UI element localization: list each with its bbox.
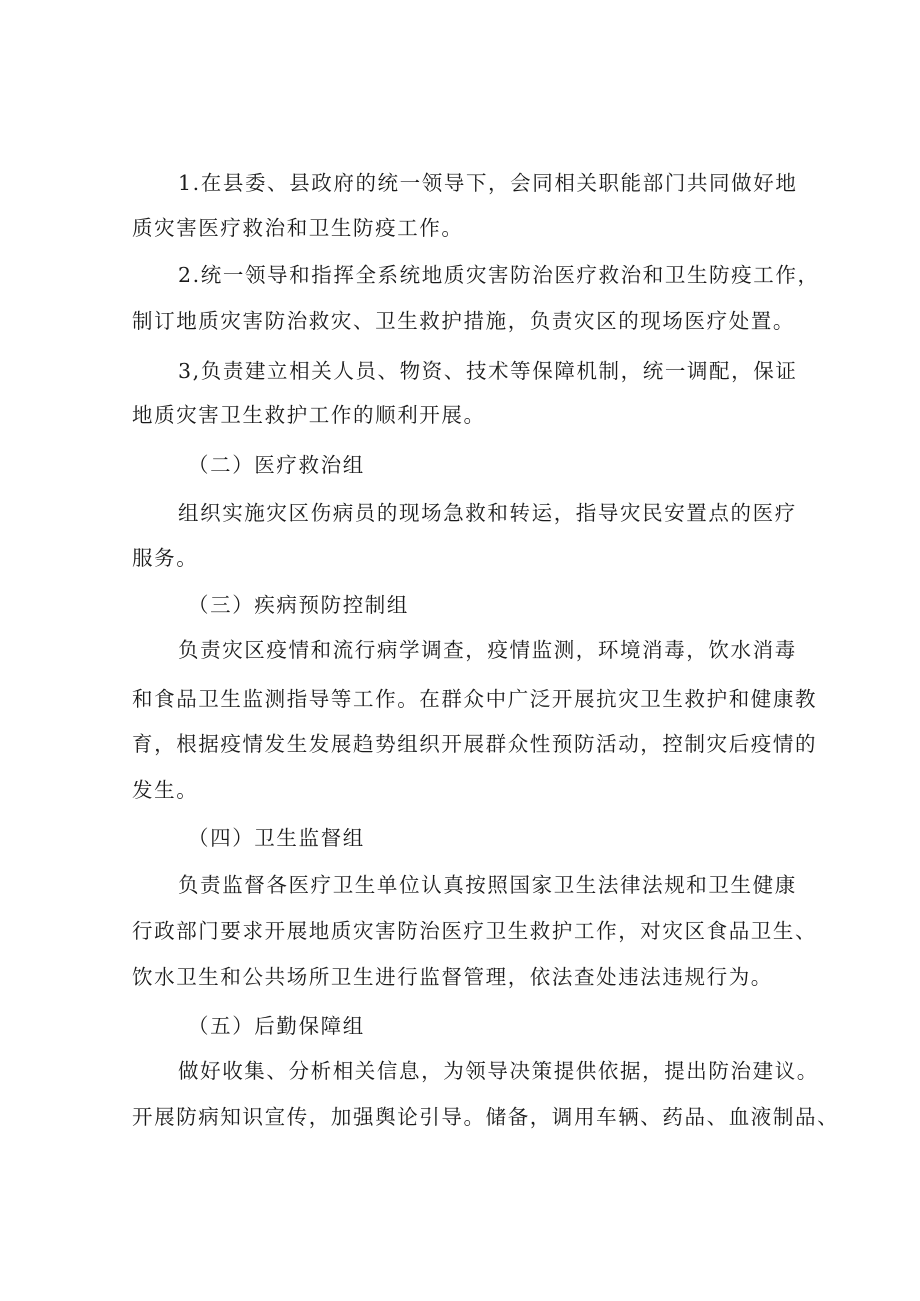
paragraph-3-line-1: 3,负责建立相关人员、物资、技术等保障机制，统一调配，保证 xyxy=(178,359,798,383)
paragraph-3-line-2: 地质灾害卫生救护工作的顺利开展。 xyxy=(132,403,486,427)
section-2-line-4: 发生。 xyxy=(132,778,199,802)
section-2-line-1: 负责灾区疫情和流行病学调查，疫情监测，环境消毒，饮水消毒 xyxy=(178,638,797,662)
paragraph-2-line-2: 制订地质灾害防治救灾、卫生救护措施，负责灾区的现场医疗处置。 xyxy=(132,309,795,333)
paragraph-1-line-2: 质灾害医疗救治和卫生防疫工作。 xyxy=(132,216,464,240)
section-heading-medical-treatment: （二）医疗救治组 xyxy=(188,453,365,477)
section-heading-disease-control: （三）疾病预防控制组 xyxy=(188,593,409,617)
section-2-line-3: 育，根据疫情发生发展趋势组织开展群众性预防活动，控制灾后疫情的 xyxy=(132,732,818,756)
paragraph-1-line-1: 1.在县委、县政府的统一领导下，会同相关职能部门共同做好地 xyxy=(178,171,798,195)
section-3-line-3: 饮水卫生和公共场所卫生进行监督管理，依法查处违法违规行为。 xyxy=(132,965,773,989)
paragraph-2-line-1: 2.统一领导和指挥全系统地质灾害防治医疗救治和卫生防疫工作， xyxy=(178,263,820,287)
section-4-line-2: 开展防病知识宣传，加强舆论引导。储备，调用车辆、药品、血液制品、 xyxy=(132,1105,840,1129)
section-heading-health-supervision: （四）卫生监督组 xyxy=(188,826,365,850)
section-1-line-1: 组织实施灾区伤病员的现场急救和转运，指导灾民安置点的医疗 xyxy=(178,501,797,525)
section-3-line-1: 负责监督各医疗卫生单位认真按照国家卫生法律法规和卫生健康 xyxy=(178,873,797,897)
section-4-line-1: 做好收集、分析相关信息，为领导决策提供依据，提出防治建议。 xyxy=(178,1059,819,1083)
section-2-line-2: 和食品卫生监测指导等工作。在群众中广泛开展抗灾卫生救护和健康教 xyxy=(132,687,818,711)
section-heading-logistics: （五）后勤保障组 xyxy=(188,1014,365,1038)
section-1-line-2: 服务。 xyxy=(132,546,199,570)
section-3-line-2: 行政部门要求开展地质灾害防治医疗卫生救护工作，对灾区食品卫生、 xyxy=(132,919,818,943)
